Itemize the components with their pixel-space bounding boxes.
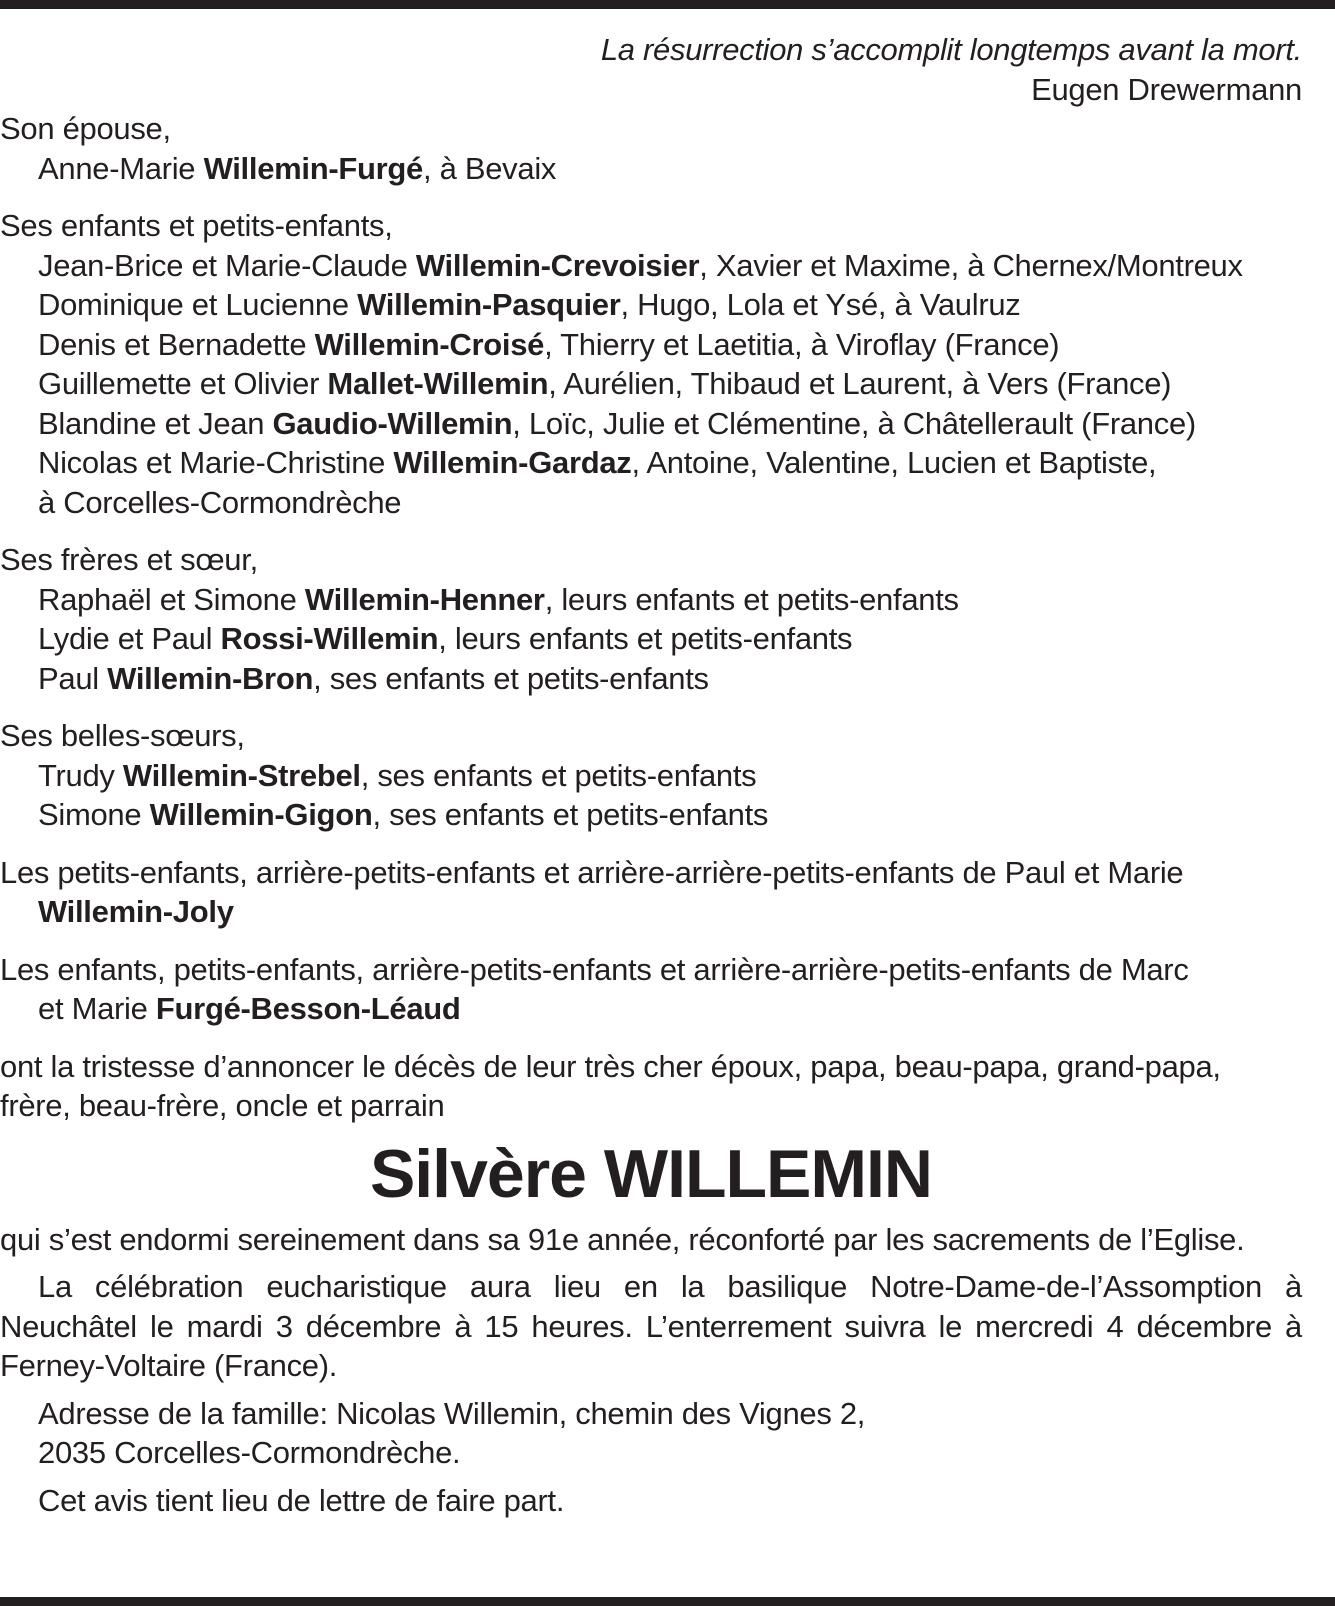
child-family-name: Willemin-Gardaz (393, 445, 632, 480)
bottom-border-rule (0, 1597, 1335, 1606)
child-details: , Antoine, Valentine, Lucien et Baptiste, (631, 445, 1157, 480)
descendants-joly-line: Les petits-enfants, arrière-petits-enfants et arrière-arrière-petits-enfants de Paul et Marie (0, 854, 1184, 890)
family-address-line: 2035 Corcelles-Cormondrèche. (38, 1435, 461, 1470)
announcement-line: ont la tristesse d’annoncer le décès de leur très cher époux, papa, beau-papa, grand-papa, (0, 1048, 1221, 1084)
child-first-names: Guillemette et Olivier (38, 366, 328, 401)
sibling-line (0, 580, 1302, 620)
sister-in-law-family-name: Willemin-Strebel (122, 757, 361, 793)
sister-in-law-details: , ses enfants et petits-enfants (372, 797, 769, 832)
child-family-name: Willemin-Pasquier (357, 287, 621, 322)
descendants-furge-line: Les enfants, petits-enfants, arrière-petits-enfants et arrière-arrière-petits-enfants de Marc (0, 951, 1189, 987)
child-details: , Thierry et Laetitia, à Viroflay (France) (544, 326, 1060, 362)
sister-in-law-line (0, 795, 1302, 835)
sibling-family-name: Willemin-Henner (304, 581, 545, 617)
sisters-in-law-heading: Ses belles-sœurs, (0, 718, 245, 753)
child-details: , Aurélien, Thibaud et Laurent, à Vers (France) (548, 366, 1172, 401)
children-heading: Ses enfants et petits-enfants, (0, 208, 393, 243)
child-first-names: Blandine et Jean (38, 405, 273, 441)
descendants-joly-section (0, 853, 1302, 932)
ceremony-details: La célébration eucharistique aura lieu en la basilique Notre-Dame-de-l’Assomption à Neuchâtel le mardi 3 décembre à 15 heures. L’enterrement suivra le mercredi 4 décembre à Ferney-Voltaire (France). (0, 1269, 1302, 1383)
sister-in-law-details: , ses enfants et petits-enfants (360, 757, 757, 793)
deceased-name: Silvère WILLEMIN (369, 1135, 933, 1212)
spouse-line (0, 149, 1302, 189)
sibling-details: , ses enfants et petits-enfants (313, 660, 709, 696)
top-border-rule (0, 0, 1335, 9)
family-address (0, 1394, 1302, 1473)
siblings-section (0, 540, 1302, 698)
epigraph (0, 30, 1302, 109)
sibling-family-name: Rossi-Willemin (220, 621, 439, 656)
sisters-in-law-section (0, 716, 1302, 835)
announcement-line: frère, beau-frère, oncle et parrain (0, 1088, 445, 1123)
child-first-names: Denis et Bernadette (38, 326, 315, 362)
descendants-joly-family-name: Willemin-Joly (38, 894, 234, 929)
child-line (0, 443, 1302, 483)
sibling-first-names: Raphaël et Simone (38, 581, 305, 617)
descendants-furge-prefix: et Marie (38, 991, 156, 1026)
child-line-continuation: à Corcelles-Cormondrèche (38, 484, 402, 520)
sibling-first-names: Paul (38, 660, 108, 696)
siblings-heading: Ses frères et sœur, (0, 542, 258, 577)
child-line (0, 325, 1302, 365)
announcement-section (0, 1047, 1302, 1126)
child-line (0, 404, 1302, 444)
descendants-furge-family-name: Furgé-Besson-Léaud (155, 991, 461, 1026)
sibling-line (0, 619, 1302, 659)
sister-in-law-first-name: Simone (38, 797, 150, 832)
notice-statement: Cet avis tient lieu de lettre de faire part. (38, 1482, 565, 1518)
sister-in-law-family-name: Willemin-Gigon (149, 797, 373, 832)
child-first-names: Jean-Brice et Marie-Claude (38, 247, 416, 283)
child-line (0, 246, 1302, 286)
descendants-furge-section (0, 950, 1302, 1029)
child-details: , Xavier et Maxime, à Chernex/Montreux (699, 247, 1243, 283)
sibling-family-name: Willemin-Bron (107, 660, 314, 696)
child-family-name: Willemin-Crevoisier (415, 247, 700, 283)
epigraph-author: Eugen Drewermann (1031, 71, 1302, 107)
child-first-names: Nicolas et Marie-Christine (38, 445, 394, 480)
spouse-section (0, 109, 1302, 188)
sibling-details: , leurs enfants et petits-enfants (438, 621, 853, 656)
child-details: , Hugo, Lola et Ysé, à Vaulruz (620, 287, 1021, 322)
epigraph-text: La résurrection s’accomplit longtemps avant la mort. (600, 32, 1302, 67)
spouse-heading: Son épouse, (0, 111, 171, 146)
child-details: , Loïc, Julie et Clémentine, à Châtellerault (France) (512, 405, 1196, 441)
sibling-first-names: Lydie et Paul (38, 621, 221, 656)
spouse-family-name: Willemin-Furgé (203, 150, 423, 186)
children-section (0, 206, 1302, 522)
sister-in-law-line (0, 756, 1302, 796)
sister-in-law-first-name: Trudy (38, 757, 123, 793)
spouse-first-name: Anne-Marie (38, 150, 204, 186)
child-first-names: Dominique et Lucienne (38, 287, 358, 322)
descendants-furge-name-line (0, 989, 1302, 1029)
passing-details: qui s’est endormi sereinement dans sa 91e année, réconforté par les sacrements de l’Eglise. (0, 1221, 1245, 1257)
child-family-name: Mallet-Willemin (327, 366, 549, 401)
spouse-location: , à Bevaix (422, 150, 557, 186)
sibling-line (0, 659, 1302, 699)
sibling-details: , leurs enfants et petits-enfants (544, 581, 959, 617)
family-address-line: Adresse de la famille: Nicolas Willemin, chemin des Vignes 2, (38, 1395, 866, 1431)
child-line (0, 364, 1302, 404)
obituary-notice (0, 30, 1302, 1520)
child-line (0, 285, 1302, 325)
descendants-joly-name-line (0, 892, 1302, 932)
child-family-name: Gaudio-Willemin (272, 405, 513, 441)
child-family-name: Willemin-Croisé (314, 326, 545, 362)
